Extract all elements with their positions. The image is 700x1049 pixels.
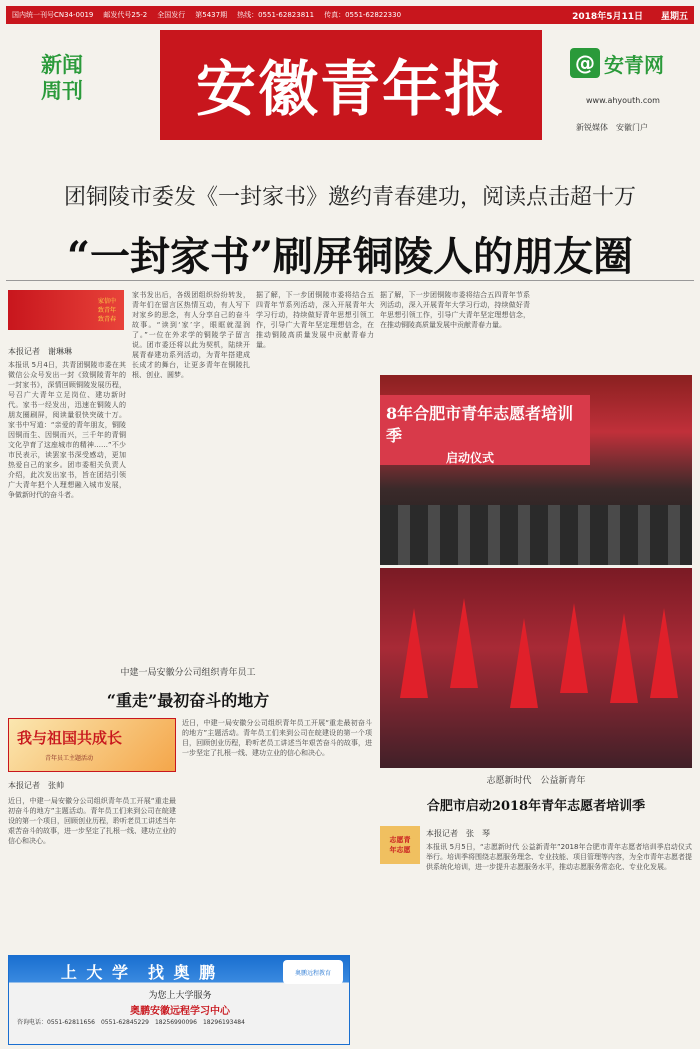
volunteer-headline: 合肥市启动2018年青年志愿者培训季 — [426, 799, 646, 814]
ad-badge: 奥鹏远程教育 — [283, 960, 343, 984]
photo-caption: 志愿新时代 公益新青年 — [486, 776, 586, 786]
divider — [6, 280, 694, 281]
banner-line: 致青年 — [97, 306, 116, 314]
screen-text-line2: 启动仪式 — [446, 451, 495, 465]
top-info-bar — [6, 6, 694, 24]
masthead — [160, 30, 542, 140]
masthead-title: 安徽青年报 — [196, 55, 506, 125]
ad-slogan: 为您上大学服务 — [148, 991, 212, 1001]
ad-contact: 咨询电话：0551-62811656 0551-62845229 18256990096 18296193484 — [17, 1019, 245, 1026]
badge-line: 志愿青 — [389, 836, 411, 844]
lead-body-col4: 据了解，下一步团铜陵市委将结合五四青年节系列活动，深入开展青年大学习行动，持续做好青年思想引领工作，引导广大青年坚定理想信念，在推动铜陵高质量发展中贡献青春力量。 — [380, 291, 530, 329]
second-body-col1: 近日，中建一局安徽分公司组织青年员工开展“重走最初奋斗的地方”主题活动。青年员工们来到公司在皖建设的第一个项目，回顾创业历程，聆听老员工讲述当年艰苦奋斗的故事，进一步坚定了扎根一线、建功立业的信心和决心。 — [8, 797, 176, 845]
stage-screen — [380, 395, 590, 465]
lead-headline: “一封家书”刷屏铜陵人的朋友圈 — [66, 233, 633, 280]
lead-body-col2: 家书发出后，各级团组织纷纷转发，青年们在留言区热情互动，有人写下对家乡的思念，有人分享自己的奋斗故事。“读到‘家’字，眼眶就湿润了。”一位在外求学的铜陵学子留言说。团市委还将以此为契机，陆续开展青春建功系列活动，为青年搭建成长成才的舞台，让更多青年在铜陵扎根、创业、圆梦。 — [132, 291, 250, 379]
hotline-text: 热线：0551-62823811 — [237, 11, 315, 19]
screen-text-line1: 8年合肥市青年志愿者培训季 — [386, 404, 574, 445]
inset-title: 我与祖国共成长 — [17, 729, 123, 747]
flag-shape — [650, 608, 678, 698]
volunteer-badge — [380, 826, 420, 864]
inset-subtitle: 青年员工主题活动 — [45, 755, 94, 762]
second-headline: “重走”最初奋斗的地方 — [106, 691, 270, 710]
second-byline: 本报记者 张帅 — [8, 781, 64, 790]
fax-text: 传真：0551-62822330 — [324, 11, 402, 19]
site-url[interactable]: www.ahyouth.com — [586, 96, 660, 105]
portal-slogan: 新锐媒体 安徽门户 — [576, 123, 648, 132]
news-photo-flags — [380, 568, 692, 768]
ad-title: 上 大 学 找 奥 鹏 — [60, 963, 218, 982]
news-photo-ceremony — [380, 375, 692, 565]
issue-number: 第5437期 — [195, 11, 228, 19]
flag-shape — [560, 603, 588, 693]
weekly-label: 新闻周刊 — [41, 52, 83, 103]
ad-center-name: 奥鹏安徽远程学习中心 — [130, 1006, 230, 1017]
second-kicker: 中建一局安徽分公司组织青年员工 — [120, 668, 256, 678]
at-icon: @ — [570, 48, 600, 78]
postal-code-text: 邮发代号25-2 — [103, 11, 148, 19]
banner-line: 致青春 — [97, 315, 116, 323]
lead-body-col1: 本报讯 5月4日，共青团铜陵市委在其微信公众号发出一封《致铜陵青年的一封家书》，深情回顾铜陵发展历程，号召广大青年立足岗位、建功新时代。家书一经发出，迅速在铜陵人的朋友圈刷屏，阅读量很快突破十万。家书中写道：“亲爱的青年朋友，铜陵因铜而生、因铜而兴，三千年的青铜文化孕育了这座城市的精神……”不少市民表示，读罢家书深受感动，更加热爱自己的家乡。团市委相关负责人介绍，此次发出家书，旨在团结引领广大青年把个人理想融入城市发展，争做新时代的奋斗者。 — [8, 361, 126, 499]
site-logo[interactable] — [570, 48, 695, 78]
banner-line: 家信中 — [97, 297, 116, 305]
second-body-col2: 近日，中建一局安徽分公司组织青年员工开展“重走最初奋斗的地方”主题活动。青年员工们来到公司在皖建设的第一个项目，回顾创业历程，聆听老员工讲述当年艰苦奋斗的故事，进一步坚定了扎根一线、建功立业的信心和决心。 — [182, 719, 372, 757]
issue-weekday: 星期五 — [660, 11, 688, 22]
flag-shape — [400, 608, 428, 698]
flag-shape — [610, 613, 638, 703]
stage-crowd — [380, 505, 692, 565]
badge-line: 年志愿 — [389, 846, 411, 854]
volunteer-body: 本报讯 5月5日，“志愿新时代 公益新青年”2018年合肥市青年志愿者培训季启动仪式举行。培训季将围绕志愿服务理念、专业技能、项目管理等内容，为全市青年志愿者提供系统化培训，进一步提升志愿服务水平，推动志愿服务常态化、专业化发展。 — [426, 843, 692, 871]
lead-banner-image — [8, 290, 124, 330]
lead-kicker: 团铜陵市委发《一封家书》邀约青春建功，阅读点击超十万 — [63, 185, 636, 210]
advertisement[interactable] — [8, 955, 350, 1045]
volunteer-byline: 本报记者 张 琴 — [426, 829, 490, 838]
flag-shape — [450, 598, 478, 688]
issue-date: 2018年5月11日 — [572, 11, 643, 22]
issn-text: 国内统一刊号CN34-0019 — [12, 11, 94, 19]
lead-byline: 本报记者 谢琳琳 — [8, 347, 72, 356]
second-inset-image — [8, 718, 176, 772]
flag-shape — [510, 618, 538, 708]
distribution-text: 全国发行 — [157, 11, 186, 19]
site-logo-name: 安青网 — [604, 52, 664, 77]
lead-body-col3: 据了解，下一步团铜陵市委将结合五四青年节系列活动，深入开展青年大学习行动，持续做好青年思想引领工作，引导广大青年坚定理想信念，在推动铜陵高质量发展中贡献青春力量。 — [256, 291, 374, 349]
